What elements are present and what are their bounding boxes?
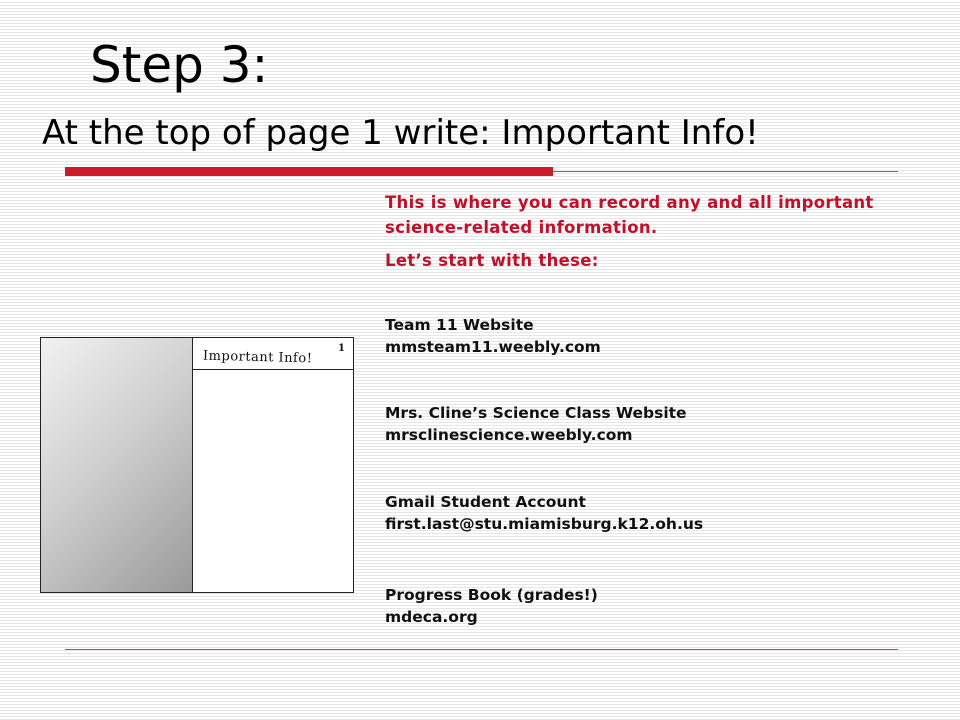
notebook-cover (41, 338, 193, 592)
intro-text: This is where you can record any and all important science-related information. (385, 193, 874, 237)
accent-bar (65, 167, 553, 176)
entry-progress-book (385, 584, 598, 628)
notebook-page-number: 1 (338, 343, 345, 354)
divider-bottom (65, 649, 898, 650)
entry-class-website (385, 402, 687, 446)
entry-label: Progress Book (grades!) (385, 586, 598, 604)
entry-gmail-account (385, 491, 703, 535)
entry-value: first.last@stu.miamisburg.k12.oh.us (385, 515, 704, 533)
lead-text: Let’s start with these: (385, 251, 599, 270)
divider-top (553, 171, 898, 172)
entry-label: Gmail Student Account (385, 493, 586, 511)
notebook-page (193, 338, 353, 592)
notebook-heading: Important Info! (202, 348, 313, 367)
entry-label: Team 11 Website (385, 316, 534, 334)
entry-value: mrsclinescience.weebly.com (385, 426, 633, 444)
notebook-header-line (193, 369, 353, 370)
slide-title: Step 3: (90, 36, 269, 94)
entry-team-website (385, 314, 601, 358)
entry-label: Mrs. Cline’s Science Class Website (385, 404, 687, 422)
intro-block (385, 190, 905, 273)
slide-subtitle: At the top of page 1 write: Important Info! (42, 113, 759, 153)
entry-value: mdeca.org (385, 608, 478, 626)
notebook-illustration (40, 337, 354, 593)
entry-value: mmsteam11.weebly.com (385, 338, 601, 356)
